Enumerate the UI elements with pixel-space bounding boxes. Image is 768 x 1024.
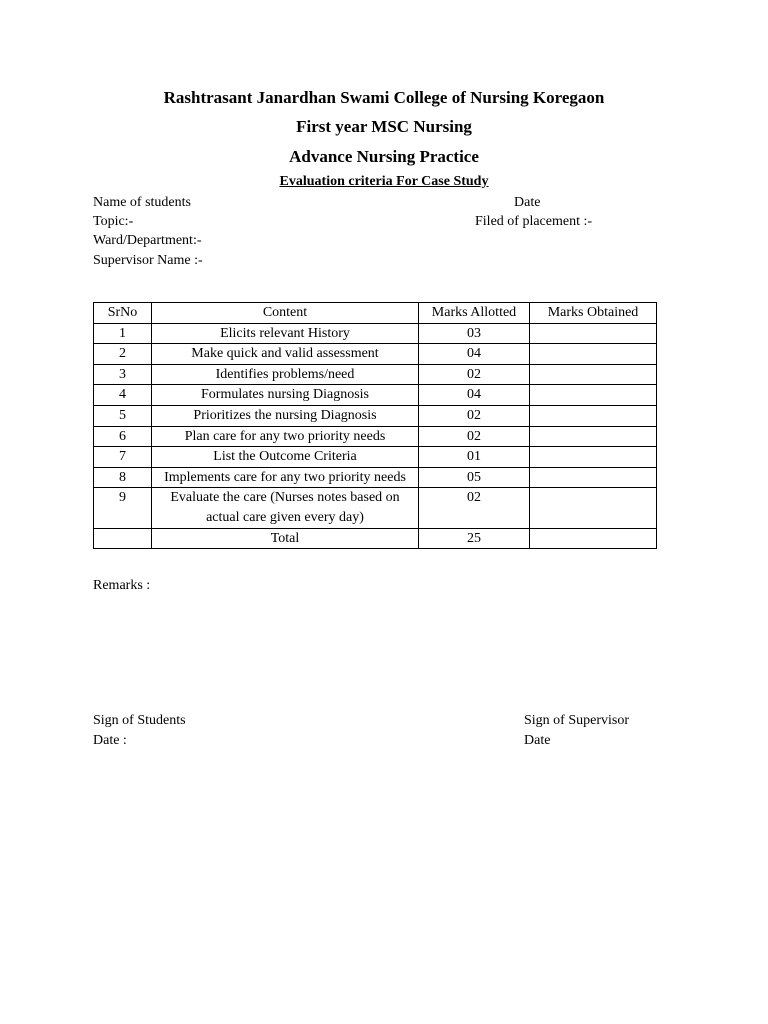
form-title: Evaluation criteria For Case Study <box>279 174 489 189</box>
cell-marks-allotted: 02 <box>419 426 530 447</box>
cell-content: Implements care for any two priority needs <box>152 467 419 488</box>
college-name: Rashtrasant Janardhan Swami College of Nursing Koregaon <box>163 88 605 107</box>
table-row <box>94 426 657 447</box>
cell-srno: 3 <box>94 364 152 385</box>
date-label: Date <box>514 195 541 210</box>
table-row <box>94 344 657 365</box>
sign-students-label: Sign of Students <box>93 713 186 728</box>
total-obtained[interactable] <box>530 528 657 549</box>
date-left-label: Date : <box>93 733 127 748</box>
name-label: Name of students <box>93 195 191 210</box>
cell-marks-allotted: 02 <box>419 488 530 528</box>
remarks-label: Remarks : <box>93 578 151 593</box>
table-row <box>94 385 657 406</box>
total-value: 25 <box>419 528 530 549</box>
ward-label: Ward/Department:- <box>93 233 202 248</box>
cell-marks-obtained[interactable] <box>530 488 657 528</box>
cell-marks-obtained[interactable] <box>530 467 657 488</box>
subject-title: Advance Nursing Practice <box>289 147 479 166</box>
sign-supervisor-label: Sign of Supervisor <box>524 713 629 728</box>
cell-srno: 4 <box>94 385 152 406</box>
cell-content: Identifies problems/need <box>152 364 419 385</box>
cell-content: Prioritizes the nursing Diagnosis <box>152 405 419 426</box>
header-marks-obtained: Marks Obtained <box>530 303 657 324</box>
cell-marks-obtained[interactable] <box>530 405 657 426</box>
course-year: First year MSC Nursing <box>296 117 472 136</box>
placement-label: Filed of placement :- <box>475 214 593 229</box>
cell-content: Elicits relevant History <box>152 323 419 344</box>
header-srno: SrNo <box>94 303 152 324</box>
table-row <box>94 364 657 385</box>
cell-content: Evaluate the care (Nurses notes based on actual care given every day) <box>152 488 419 528</box>
total-label: Total <box>152 528 419 549</box>
cell-marks-allotted: 02 <box>419 364 530 385</box>
table-header-row <box>94 303 657 324</box>
date-right-label: Date <box>524 733 551 748</box>
cell-srno: 8 <box>94 467 152 488</box>
header-marks-allotted: Marks Allotted <box>419 303 530 324</box>
cell-marks-allotted: 04 <box>419 344 530 365</box>
table-row <box>94 467 657 488</box>
table-row <box>94 447 657 468</box>
cell-marks-allotted: 01 <box>419 447 530 468</box>
cell-marks-obtained[interactable] <box>530 385 657 406</box>
cell-marks-allotted: 04 <box>419 385 530 406</box>
cell-marks-obtained[interactable] <box>530 323 657 344</box>
cell-srno: 9 <box>94 488 152 528</box>
cell-marks-obtained[interactable] <box>530 426 657 447</box>
table-row <box>94 405 657 426</box>
cell-content: Plan care for any two priority needs <box>152 426 419 447</box>
table-row <box>94 488 657 528</box>
header-content: Content <box>152 303 419 324</box>
cell-marks-obtained[interactable] <box>530 447 657 468</box>
cell-content: Formulates nursing Diagnosis <box>152 385 419 406</box>
total-row <box>94 528 657 549</box>
cell-srno: 7 <box>94 447 152 468</box>
cell-marks-allotted: 02 <box>419 405 530 426</box>
cell-marks-obtained[interactable] <box>530 364 657 385</box>
supervisor-label: Supervisor Name :- <box>93 253 203 268</box>
cell-marks-allotted: 03 <box>419 323 530 344</box>
cell-srno-empty <box>94 528 152 549</box>
cell-marks-allotted: 05 <box>419 467 530 488</box>
cell-srno: 5 <box>94 405 152 426</box>
cell-srno: 1 <box>94 323 152 344</box>
cell-content: List the Outcome Criteria <box>152 447 419 468</box>
topic-label: Topic:- <box>93 214 134 229</box>
table-row <box>94 323 657 344</box>
cell-srno: 6 <box>94 426 152 447</box>
cell-srno: 2 <box>94 344 152 365</box>
cell-marks-obtained[interactable] <box>530 344 657 365</box>
cell-content: Make quick and valid assessment <box>152 344 419 365</box>
evaluation-table <box>93 302 657 549</box>
